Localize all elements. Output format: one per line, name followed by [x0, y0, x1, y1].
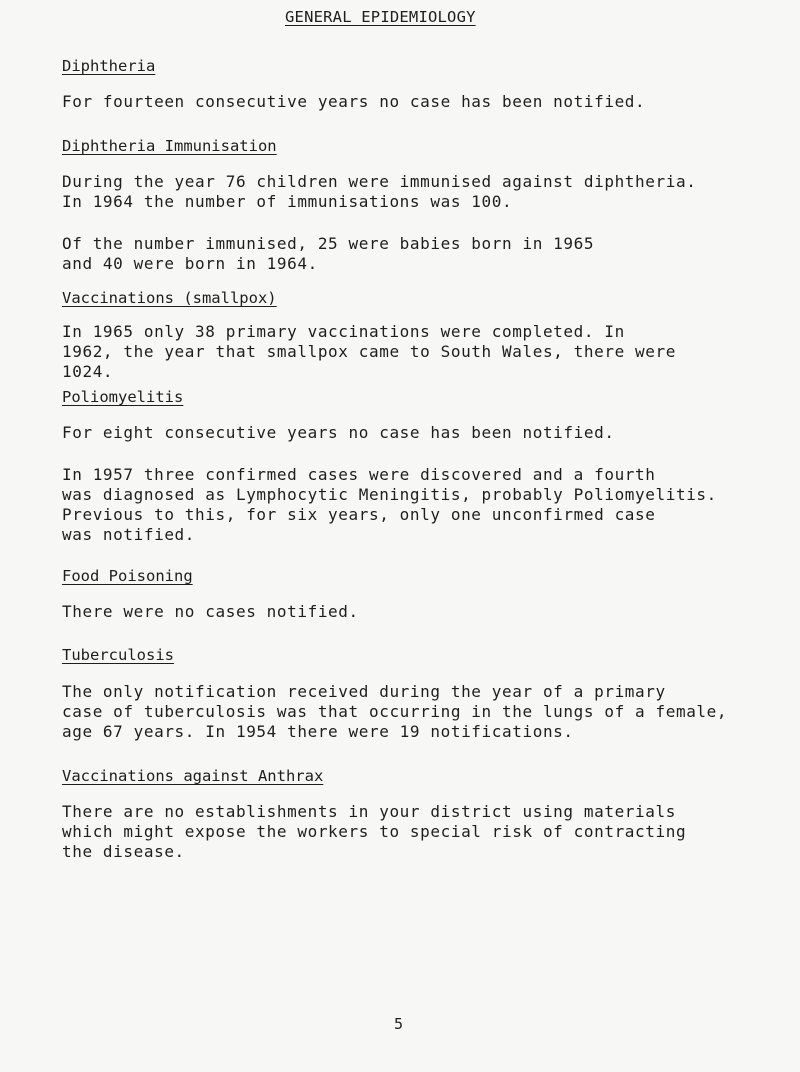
page-number: 5	[394, 1015, 404, 1033]
heading-vaccinations-anthrax: Vaccinations against Anthrax	[62, 767, 324, 785]
page-title: GENERAL EPIDEMIOLOGY	[285, 8, 476, 26]
heading-diphtheria: Diphtheria	[62, 57, 156, 75]
paragraph-polio-1: For eight consecutive years no case has been notified.	[62, 423, 615, 442]
paragraph-anthrax: There are no establishments in your district using materials which might expose the workers to special risk of contracting the disease.	[62, 802, 687, 861]
heading-food-poisoning: Food Poisoning	[62, 567, 193, 585]
paragraph-diphtheria: For fourteen consecutive years no case has been notified.	[62, 92, 646, 111]
heading-diphtheria-immunisation: Diphtheria Immunisation	[62, 137, 277, 155]
heading-vaccinations-smallpox: Vaccinations (smallpox)	[62, 289, 277, 307]
paragraph-immunisation-2: Of the number immunised, 25 were babies born in 1965 and 40 were born in 1964.	[62, 234, 595, 273]
paragraph-immunisation-1: During the year 76 children were immunised against diphtheria. In 1964 the number of immunisations was 100.	[62, 172, 697, 211]
paragraph-polio-2: In 1957 three confirmed cases were discovered and a fourth was diagnosed as Lymphocytic Meningitis, probably Poliomyelitis. Previous to this, for six years, only one unconfirmed case was notified.	[62, 465, 717, 544]
heading-tuberculosis: Tuberculosis	[62, 646, 174, 664]
paragraph-food-poisoning: There were no cases notified.	[62, 602, 359, 621]
heading-poliomyelitis: Poliomyelitis	[62, 388, 184, 406]
paragraph-tuberculosis: The only notification received during the year of a primary case of tuberculosis was that occurring in the lungs of a female, age 67 years. In 1954 there were 19 notifications.	[62, 682, 728, 741]
paragraph-smallpox: In 1965 only 38 primary vaccinations were completed. In 1962, the year that smallpox came to South Wales, there were 1024.	[62, 322, 676, 381]
